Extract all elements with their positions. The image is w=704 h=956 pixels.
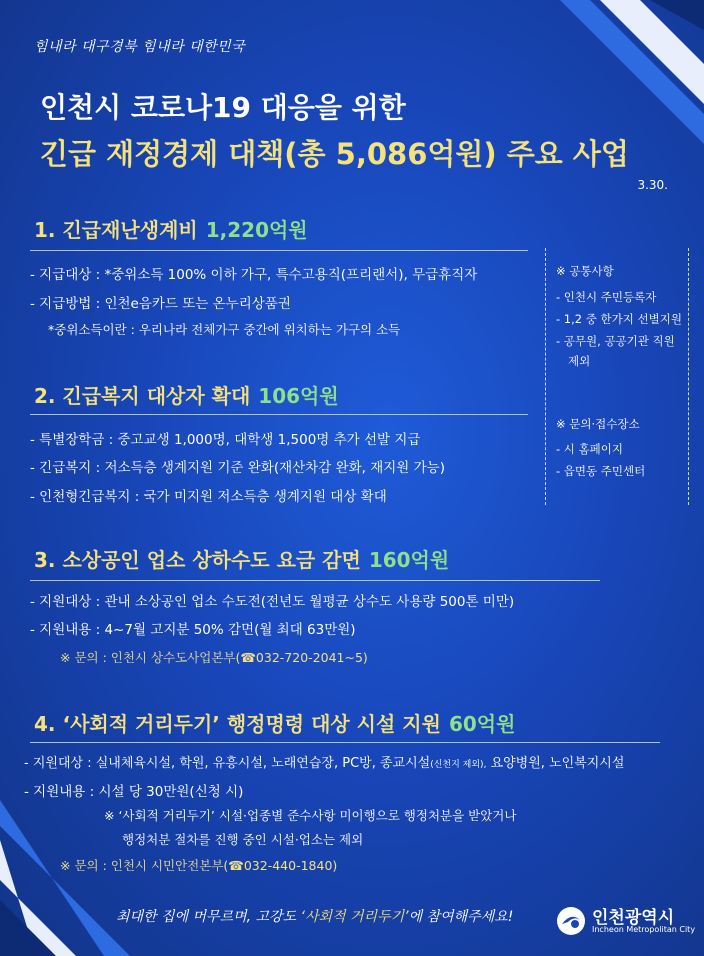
section-3-inquiry: ※ 문의 : 인천시 상수도사업본부(☎032-720-2041~5) — [60, 650, 368, 665]
sidebar-common-item-2: - 1,2 중 한가지 선별지원 — [556, 312, 682, 326]
section-1-title-text: 1. 긴급재난생계비 — [34, 218, 198, 242]
section-2-line-1: - 특별장학금 : 중고교생 1,000명, 대학생 1,500명 추가 선발 지급 — [30, 432, 421, 448]
sidebar-contact-heading: ※ 문의·접수장소 — [556, 417, 640, 431]
footer-slogan — [116, 906, 513, 926]
page-title-line1: 인천시 코로나19 대응을 위한 — [40, 91, 406, 124]
sidebar-common-item-3-cont: 제외 — [568, 354, 591, 368]
footer-slogan-b: 에 참여해주세요! — [408, 909, 514, 925]
sidebar-common-item-1: - 인천시 주민등록자 — [556, 290, 657, 304]
section-1-note: *중위소득이란 : 우리나라 전체가구 중간에 위치하는 가구의 소득 — [48, 322, 401, 337]
section-3-title-text: 3. 소상공인 업소 상하수도 요금 감면 — [34, 548, 361, 572]
section-2-amount: 106억원 — [258, 384, 339, 408]
date-label: 3.30. — [637, 178, 668, 192]
section-4-title — [34, 708, 515, 737]
section-4-title-text: 4. ‘사회적 거리두기’ 행정명령 대상 시설 지원 — [34, 712, 441, 736]
section-2-title — [34, 380, 339, 409]
header-slogan: 힘내라 대구경북 힘내라 대한민국 — [34, 39, 246, 55]
section-2-divider — [30, 414, 528, 415]
section-4-divider — [30, 742, 660, 743]
section-1-line-1: - 지급대상 : *중위소득 100% 이하 가구, 특수고용직(프리랜서), 무급휴직자 — [30, 267, 478, 283]
footer-slogan-a: 최대한 집에 머무르며, 고강도 — [116, 909, 301, 925]
section-4-line-2: - 지원내용 : 시설 당 30만원(신청 시) — [24, 784, 244, 800]
section-4-amount: 60억원 — [448, 712, 516, 736]
section-4-note-2: 행정처분 절차를 진행 중인 시설·업소는 제외 — [122, 832, 364, 847]
footer-slogan-highlight: ‘사회적 거리두기’ — [300, 909, 409, 925]
section-1-title — [34, 214, 308, 243]
incheon-logo-icon — [556, 906, 586, 936]
page-title-line2: 긴급 재정경제 대책(총 5,086억원) 주요 사업 — [40, 137, 629, 171]
section-4-line-1-a: - 지원대상 : 실내체육시설, 학원, 유흥시설, 노래연습장, PC방, 종교시설 — [24, 756, 431, 771]
logo-text-korean: 인천광역시 — [592, 908, 675, 928]
sidebar-contact-item-2: - 읍면동 주민센터 — [556, 464, 646, 478]
section-4-inquiry: ※ 문의 : 인천시 시민안전본부(☎032-440-1840) — [60, 858, 338, 873]
section-4-line-1-b: 요양병원, 노인복지시설 — [486, 756, 625, 771]
section-2-title-text: 2. 긴급복지 대상자 확대 — [34, 384, 251, 408]
sidebar-common-heading: ※ 공통사항 — [556, 264, 614, 278]
section-4-line-1 — [24, 752, 624, 771]
sidebar-contact-item-1: - 시 홈페이지 — [556, 442, 624, 456]
section-3-amount: 160억원 — [368, 548, 450, 572]
section-1-divider — [30, 250, 528, 251]
section-4-line-1-small: (신천지 제외), — [430, 760, 487, 770]
section-1-amount: 1,220억원 — [205, 218, 308, 242]
logo-text-english: Incheon Metropolitan City — [592, 925, 696, 934]
section-3-line-2: - 지원내용 : 4~7월 고지분 50% 감면(월 최대 63만원) — [30, 622, 356, 638]
section-4-note-1: ※ ‘사회적 거리두기’ 시설·업종별 준수사항 미이행으로 행정처분을 받았거나 — [104, 808, 517, 823]
section-3-divider — [30, 580, 600, 581]
section-1-line-2: - 지급방법 : 인천e음카드 또는 온누리상품권 — [30, 296, 291, 312]
section-2-line-2: - 긴급복지 : 저소득층 생계지원 기준 완화(재산차감 완화, 재지원 가능) — [30, 460, 445, 476]
section-2-line-3: - 인천형긴급복지 : 국가 미지원 저소득층 생계지원 대상 확대 — [30, 489, 387, 505]
sidebar-common-item-3: - 공무원, 공공기관 직원 — [556, 334, 675, 348]
section-3-title — [34, 544, 449, 573]
section-3-line-1: - 지원대상 : 관내 소상공인 업소 수도전(전년도 월평균 상수도 사용량 500톤 미만) — [30, 594, 515, 610]
